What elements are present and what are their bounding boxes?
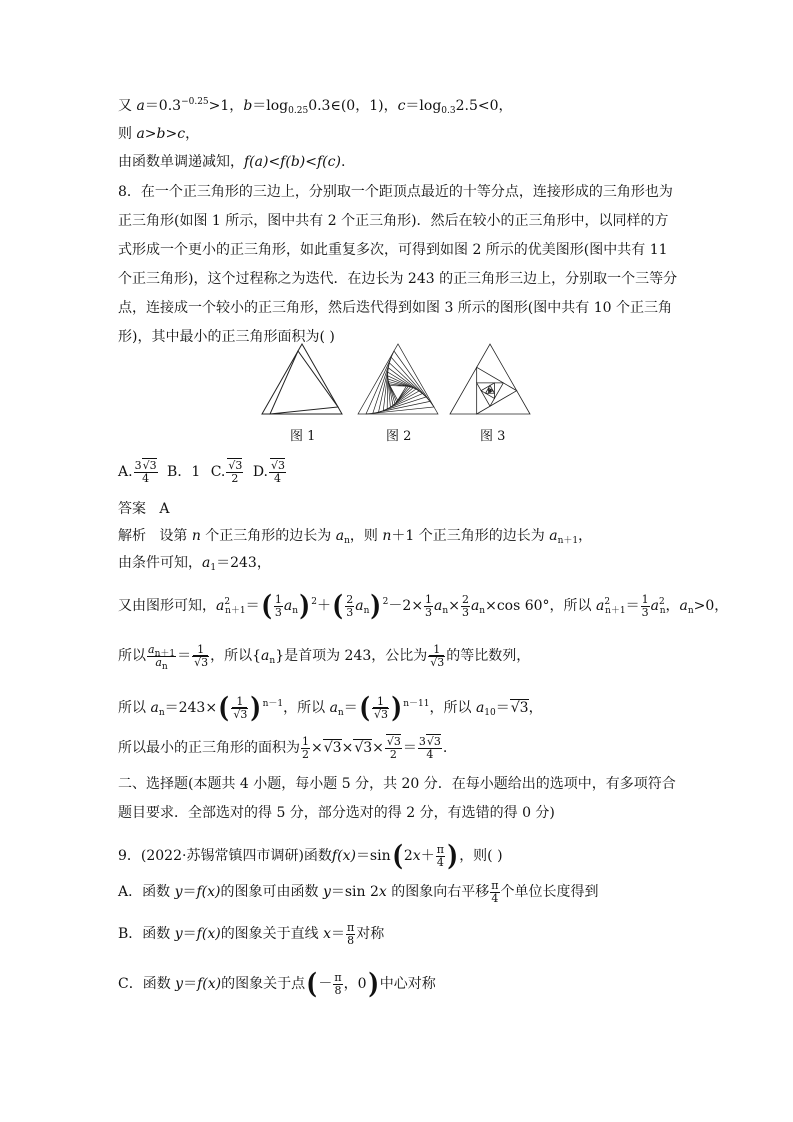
paren: ) bbox=[391, 691, 402, 724]
figure-2-caption: 图 2 bbox=[386, 429, 412, 444]
analysis-line-1 bbox=[118, 526, 592, 546]
fraction bbox=[192, 644, 209, 669]
den: 4 bbox=[274, 471, 282, 485]
figure-2 bbox=[358, 344, 438, 414]
num: 2 bbox=[346, 592, 354, 606]
text: ＝ bbox=[402, 740, 417, 756]
var: a bbox=[261, 648, 270, 664]
text: ＝log bbox=[252, 98, 289, 114]
den: 2 bbox=[231, 471, 239, 485]
text: ＝sin bbox=[355, 848, 391, 864]
text: × bbox=[448, 598, 460, 614]
iterated-triangle bbox=[358, 344, 438, 414]
text: ＝0.3 bbox=[144, 98, 182, 114]
text: ，0 bbox=[343, 976, 367, 992]
fraction bbox=[231, 696, 248, 721]
var: n bbox=[382, 528, 392, 544]
text: 又由图形可知， bbox=[118, 598, 216, 614]
text: 9．(2022·苏锡常镇四市调研)函数 bbox=[118, 848, 332, 864]
num: 1 bbox=[274, 592, 282, 606]
sub: n＋1 bbox=[154, 648, 176, 659]
num: 1 bbox=[302, 734, 309, 748]
text: A．函数 bbox=[118, 884, 175, 900]
var-b: b bbox=[243, 98, 253, 114]
paren: ( bbox=[306, 967, 318, 1000]
text: ， bbox=[528, 700, 543, 716]
coef: 3 bbox=[418, 734, 426, 748]
root: √ 3 bbox=[193, 655, 208, 669]
text: ＝ bbox=[182, 884, 197, 900]
text: 所以 bbox=[118, 700, 151, 716]
question-9-option-a bbox=[118, 876, 599, 908]
var: a bbox=[355, 598, 364, 614]
sub: n bbox=[479, 606, 486, 616]
text: 的图象可由函数 bbox=[220, 884, 323, 900]
paren: ( bbox=[359, 691, 370, 724]
option-c-label: C. bbox=[210, 464, 226, 480]
text: ＋ bbox=[420, 848, 435, 864]
var-a: a bbox=[136, 98, 145, 114]
solution-line-2 bbox=[118, 124, 199, 144]
text: ， bbox=[665, 598, 680, 614]
sub: n bbox=[292, 606, 299, 616]
text: 则 bbox=[118, 126, 137, 142]
sub: n bbox=[659, 606, 666, 616]
analysis-line-4 bbox=[118, 638, 530, 674]
text: ，所以{ bbox=[210, 648, 262, 664]
sup: 2 bbox=[311, 597, 318, 607]
paren: ) bbox=[250, 691, 262, 724]
sub: 10 bbox=[484, 708, 496, 718]
coef: 3 bbox=[134, 458, 142, 472]
text: 设第 bbox=[159, 528, 192, 544]
var: y bbox=[174, 884, 183, 900]
sub: 1 bbox=[210, 563, 217, 573]
root: √ 3 bbox=[270, 458, 285, 472]
text: ＝ bbox=[182, 926, 197, 942]
var: a bbox=[434, 598, 443, 614]
paren: ) bbox=[447, 839, 458, 872]
options-q8 bbox=[118, 456, 287, 488]
analysis-line-2 bbox=[118, 553, 271, 573]
text: ＋ bbox=[317, 598, 332, 614]
section-2-heading: 二、选择题(本题共 4 小题，每小题 5 分，共 20 分．在每小题给出的选项中，有多项符合题目要求．全部选对的得 5 分，部分选对的得 2 分，有选错的得 0 分) bbox=[118, 776, 676, 821]
text: ，所以 bbox=[429, 700, 476, 716]
answer-value: A bbox=[159, 501, 170, 517]
question-9-option-c bbox=[118, 968, 436, 1000]
sub: n bbox=[363, 606, 370, 616]
text: >0， bbox=[693, 598, 729, 614]
root: √ 3 bbox=[429, 655, 444, 669]
text: 由函数单调递减知， bbox=[118, 154, 244, 170]
var: f(x) bbox=[197, 976, 222, 992]
text: ＝ bbox=[495, 700, 510, 716]
root: √ 3 bbox=[232, 707, 247, 721]
num: π bbox=[491, 878, 499, 892]
sub: n＋1 bbox=[557, 536, 579, 546]
iterated-triangle bbox=[450, 344, 530, 414]
figure-1-caption: 图 1 bbox=[290, 429, 316, 444]
var: a bbox=[679, 598, 688, 614]
paren: ( bbox=[260, 589, 272, 622]
text: ＝sin 2 bbox=[330, 884, 379, 900]
text: ×cos 60°，所以 bbox=[485, 598, 596, 614]
sub: n＋1 bbox=[225, 606, 246, 616]
fraction bbox=[333, 972, 342, 997]
text: × bbox=[311, 740, 323, 756]
num: 1 bbox=[372, 696, 389, 709]
root: √ 3 bbox=[426, 734, 441, 748]
den: 3 bbox=[346, 605, 354, 619]
text: . bbox=[340, 154, 346, 170]
root: √ 3 bbox=[227, 458, 242, 472]
analysis-label: 解析 bbox=[118, 528, 146, 544]
root: √ 3 bbox=[510, 699, 529, 716]
answer-label: 答案 bbox=[118, 501, 146, 517]
var: f(x) bbox=[331, 848, 356, 864]
text: ，则( ) bbox=[459, 848, 503, 864]
text: 由条件可知， bbox=[118, 555, 202, 571]
fraction bbox=[461, 594, 470, 619]
fraction bbox=[436, 844, 445, 869]
iterated-triangle bbox=[390, 386, 407, 401]
text: －2× bbox=[388, 598, 424, 614]
fraction bbox=[372, 696, 389, 721]
var: y bbox=[175, 976, 184, 992]
den: 4 bbox=[142, 471, 150, 485]
var: a bbox=[650, 598, 659, 614]
text: ＝ bbox=[331, 926, 346, 942]
fraction bbox=[418, 736, 442, 761]
text: ＝ bbox=[245, 598, 260, 614]
analysis-line-3 bbox=[118, 588, 728, 624]
text: ＝243， bbox=[216, 555, 271, 571]
option-a-value bbox=[134, 460, 158, 485]
sup: 2 bbox=[224, 597, 231, 607]
num: 1 bbox=[192, 644, 209, 657]
root: √ 3 bbox=[373, 707, 388, 721]
var: a bbox=[470, 598, 480, 614]
paren: ( bbox=[332, 589, 343, 622]
text: ，则 bbox=[349, 528, 383, 544]
fraction bbox=[428, 644, 445, 669]
root: √ 3 bbox=[386, 734, 401, 748]
outer-triangle bbox=[262, 344, 342, 414]
text: ，所以 bbox=[283, 700, 330, 716]
sub: n bbox=[687, 606, 694, 616]
var: y bbox=[174, 926, 183, 942]
var-c: c bbox=[397, 98, 406, 114]
option-d-value bbox=[269, 460, 286, 485]
var: f(x) bbox=[196, 926, 221, 942]
sub: n bbox=[269, 656, 276, 666]
inequality: f(a)<f(b)<f(c) bbox=[244, 154, 341, 170]
text: ＝243× bbox=[164, 700, 218, 716]
var: x bbox=[323, 926, 332, 942]
text: 个正三角形的边长为 bbox=[200, 528, 336, 544]
text: . bbox=[442, 740, 448, 756]
figure-3-caption: 图 3 bbox=[480, 429, 506, 444]
text: × bbox=[341, 740, 354, 756]
root: √ 3 bbox=[142, 458, 157, 472]
fraction bbox=[345, 594, 354, 619]
sup: 2 bbox=[604, 597, 611, 607]
var: n bbox=[191, 528, 201, 544]
var: a bbox=[475, 700, 485, 716]
num: π bbox=[436, 842, 444, 856]
var: a bbox=[216, 598, 225, 614]
num: π bbox=[347, 920, 355, 934]
solution-line-3 bbox=[118, 152, 345, 172]
text: ＋1 个正三角形的边长为 bbox=[391, 528, 550, 544]
text: 个单位长度得到 bbox=[500, 884, 599, 900]
den: 4 bbox=[426, 747, 434, 761]
text: 的等比数列， bbox=[446, 648, 531, 664]
text: 的图象向右平移 bbox=[386, 884, 490, 900]
text: 2 bbox=[403, 848, 413, 864]
text: × bbox=[372, 740, 384, 756]
var: y bbox=[322, 884, 331, 900]
var: a bbox=[202, 555, 211, 571]
fraction bbox=[424, 594, 433, 619]
var: a bbox=[155, 655, 162, 669]
text: 0.3∈(0，1)， bbox=[308, 98, 398, 114]
den: 2 bbox=[389, 747, 397, 761]
paren: ( bbox=[218, 691, 229, 724]
figures bbox=[258, 340, 548, 420]
fraction bbox=[346, 922, 355, 947]
var: x bbox=[412, 848, 421, 864]
root: √ 3 bbox=[323, 739, 342, 756]
sub: n bbox=[344, 536, 350, 546]
text: >1， bbox=[208, 98, 244, 114]
paren: ) bbox=[367, 967, 379, 1000]
num: 2 bbox=[461, 592, 469, 606]
text: 的图象关于直线 bbox=[220, 926, 324, 942]
text: 所以最小的正三角形的面积为 bbox=[118, 740, 300, 756]
text: ＝ bbox=[343, 700, 358, 716]
figure-3 bbox=[450, 344, 530, 414]
inequality: a>b>c bbox=[136, 126, 186, 142]
paren: ( bbox=[391, 839, 403, 872]
var: f(x) bbox=[196, 884, 221, 900]
sub: n＋1 bbox=[605, 606, 626, 616]
answer-line bbox=[118, 499, 169, 519]
fraction bbox=[385, 736, 402, 761]
text: ＝ bbox=[177, 648, 192, 664]
paren: ) bbox=[299, 589, 310, 622]
var: a bbox=[148, 642, 155, 656]
text: ＝ bbox=[625, 598, 640, 614]
sub: n bbox=[442, 606, 449, 616]
text: 中心对称 bbox=[379, 976, 436, 992]
num: 1 bbox=[231, 696, 248, 709]
var: x bbox=[378, 884, 387, 900]
den: 8 bbox=[334, 983, 342, 997]
text: ， bbox=[185, 126, 200, 142]
log-base: 0.25 bbox=[288, 106, 309, 116]
den: 4 bbox=[491, 891, 499, 905]
sub: n bbox=[337, 708, 344, 718]
sup: 2 bbox=[658, 597, 665, 607]
fraction bbox=[641, 594, 650, 619]
num: π bbox=[334, 970, 342, 984]
iterated-triangle bbox=[477, 383, 504, 406]
text: 所以 bbox=[118, 648, 146, 664]
text: ＝ bbox=[183, 976, 198, 992]
var: a bbox=[549, 528, 558, 544]
den: 2 bbox=[302, 747, 309, 761]
fraction bbox=[274, 594, 283, 619]
figure-1 bbox=[262, 344, 342, 414]
den: 8 bbox=[347, 933, 355, 947]
num: 1 bbox=[425, 592, 433, 606]
den: 3 bbox=[425, 605, 433, 619]
analysis-line-6 bbox=[118, 730, 447, 766]
analysis-line-5 bbox=[118, 690, 543, 726]
iterated-triangle bbox=[477, 367, 517, 414]
question-9-option-b bbox=[118, 918, 384, 950]
num: 1 bbox=[428, 644, 445, 657]
ratio-fraction bbox=[147, 642, 176, 672]
solution-line-1 bbox=[118, 96, 513, 116]
text: 对称 bbox=[356, 926, 385, 942]
var: a bbox=[596, 598, 605, 614]
option-c-value bbox=[226, 460, 243, 485]
paren: ) bbox=[370, 589, 382, 622]
sup: 2 bbox=[382, 597, 389, 607]
text: 又 bbox=[118, 98, 137, 114]
den: 3 bbox=[274, 605, 282, 619]
sub: n bbox=[161, 661, 168, 672]
text: ， bbox=[578, 528, 593, 544]
sub: n bbox=[158, 708, 165, 718]
exponent: −0.25 bbox=[181, 97, 209, 107]
den: 3 bbox=[641, 605, 649, 619]
text: }是首项为 243，公比为 bbox=[275, 648, 428, 664]
sup: n－1 bbox=[262, 699, 284, 709]
sup: n－11 bbox=[403, 699, 430, 709]
text: ＝log bbox=[405, 98, 442, 114]
var: a bbox=[335, 528, 345, 544]
option-b: B．1 bbox=[167, 464, 201, 480]
den: 4 bbox=[436, 855, 444, 869]
option-d-label: D. bbox=[252, 464, 269, 480]
var: a bbox=[150, 700, 159, 716]
num: 1 bbox=[641, 592, 649, 606]
fraction bbox=[301, 736, 310, 761]
text: C．函数 bbox=[118, 976, 176, 992]
option-a-label: A. bbox=[118, 464, 133, 480]
den: 3 bbox=[461, 605, 469, 619]
var: a bbox=[283, 598, 293, 614]
log-base: 0.3 bbox=[441, 106, 456, 116]
question-8: 8．在一个正三角形的三边上，分别取一个距顶点最近的十等分点，连接形成的三角形也为正三角形(如图 1 所示，图中共有 2 个正三角形)．然后在较小的正三角形中，以同样的方式形成一个更小的正三角形，如此重复多次，可得到如图 2 所示的优美图形(图中共有 11 个正三角形)，这个过程称之为迭代．在边长为 243 的正三角形三边上，分别取一个三等分点，连接成一个较小的正三角形，然后迭代得到如图 3 所示的图形(图中共有 10 个正三角形)，其中最小的正三角形面积为( ) bbox=[118, 184, 678, 345]
question-9 bbox=[118, 840, 503, 872]
text: － bbox=[318, 976, 333, 992]
text: 的图象关于点 bbox=[221, 976, 306, 992]
var: a bbox=[329, 700, 338, 716]
fraction bbox=[490, 880, 499, 905]
root: √ 3 bbox=[353, 739, 372, 756]
text: B．函数 bbox=[118, 926, 175, 942]
text: 2.5<0， bbox=[455, 98, 513, 114]
